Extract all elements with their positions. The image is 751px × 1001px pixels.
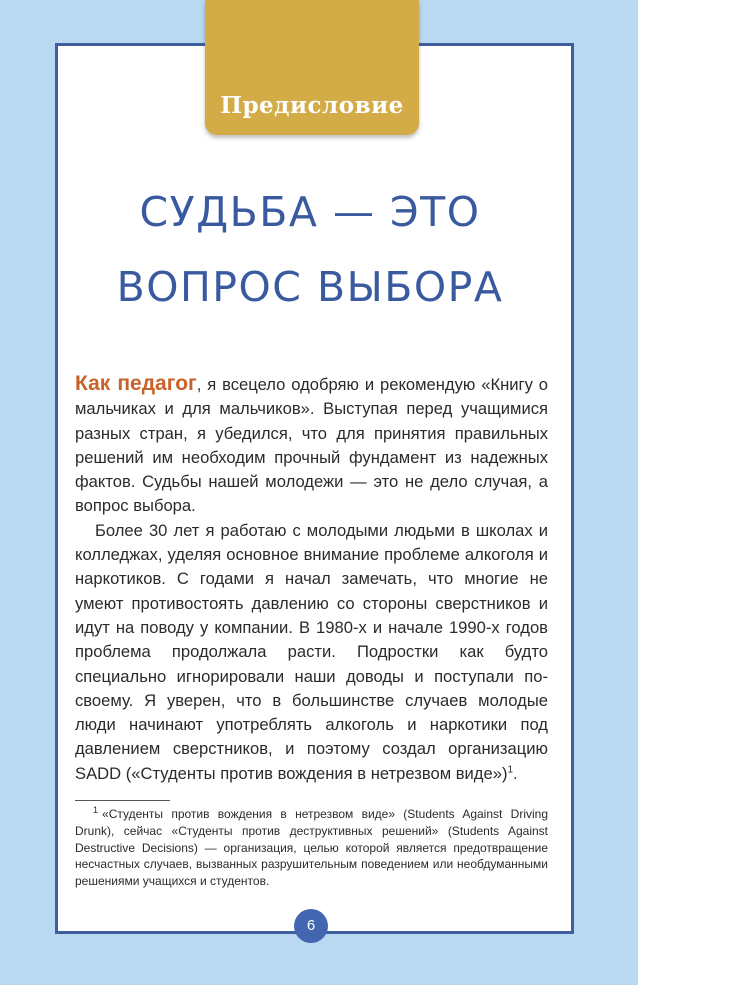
- paragraph-2: Более 30 лет я работаю с молодыми людьми в школах и колледжах, уделяя основное внимание проблеме алкоголя и наркотиков. С годами я начал замечать, что многие не умеют противостоять давлению со стороны сверстников и идут на поводу у компании. В 1980-х и начале 1990-х годов проблема продолжала расти. Подростки как будто специально игнорировали наши доводы и поступали по-своему. Я уверен, что в большинстве случаев молодые люди начинают употреблять алкоголь и наркотики под давлением сверстников, и поэтому создал организацию SADD («Студенты против вождения в нетрезвом виде»)$^1$.: [75, 520, 548, 783]
- body-text: [75, 372, 548, 786]
- footnote-divider: [75, 800, 170, 801]
- footnote-text: «Студенты против вождения в нетрезвом виде» (Students Against Driving Drunk), сейчас «Студенты против деструктивных решений» (Students Against Destructive Decisions) — организация, целью которой является предотвращение несчастных случаев, вызванных разрушительным поведением или необдуманными решениями учащихся и студентов.: [75, 807, 548, 889]
- title-line-1: СУДЬБА — ЭТО: [139, 188, 481, 236]
- paragraph-1: [75, 372, 548, 519]
- paragraph-1-text: , я всецело одобряю и рекомендую «Книгу о мальчиках и для мальчиков». Выступая перед учащимися разных стран, я убедился, что для принятия правильных решений им необходим прочный фундамент из надежных фактов. Судьбы нашей молодежи — это не дело случая, а вопрос выбора.: [75, 375, 548, 516]
- paragraph-2-text: Более 30 лет я работаю с молодыми людьми в школах и колледжах, уделяя основное внимание проблеме алкоголя и наркотиков. С годами я начал замечать, что многие не умеют противостоять давлению со стороны сверстников и идут на поводу у компании. В 1980-х и начале 1990-х годов проблема продолжала расти. Подростки как будто специально игнорировали наши доводы и поступали по-своему. Я уверен, что в большинстве случаев молодые люди начинают употреблять алкоголь и наркотики под давлением сверстников, и поэтому создал организацию SADD («Студенты против вождения в нетрезвом виде»): [75, 520, 548, 783]
- page-number: 6: [294, 909, 328, 943]
- section-tab: [205, 0, 419, 135]
- footnote-marker: 1: [93, 805, 99, 815]
- lead-phrase: Как педагог: [75, 372, 197, 395]
- footnote: [75, 806, 548, 890]
- footnote-reference: 1: [507, 764, 514, 776]
- title-line-2: ВОПРОС ВЫБОРА: [116, 263, 504, 311]
- section-label: Предисловие: [220, 92, 404, 119]
